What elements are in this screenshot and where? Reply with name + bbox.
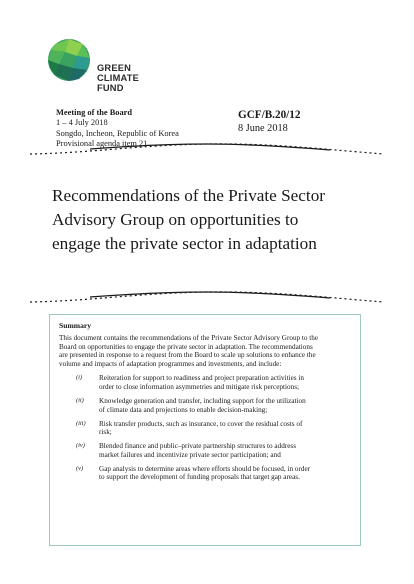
item-line: Reiteration for support to readiness and project preparation activities in [99,374,304,383]
item-text [99,397,352,414]
document-info [238,108,300,136]
agenda-item: Provisional agenda item 21 [56,138,148,148]
summary-intro [59,334,352,368]
summary-intro-line: are presented in response to a request from the Board to scale up solutions to enhance the [59,351,316,360]
meeting-dates: 1 – 4 July 2018 [56,118,108,128]
list-item [59,465,352,482]
item-line: order to close information asymmetries and mitigate risk perceptions; [99,382,299,391]
item-text [99,420,352,437]
green-climate-fund-logo [47,38,167,98]
globe-logo-icon [47,38,91,82]
item-line: Blended finance and public–private partnership structures to address [99,442,296,451]
item-line: Gap analysis to determine areas where efforts should be focused, in order [99,464,311,473]
list-item [59,420,352,437]
item-line: to support the development of funding proposals that target gap areas. [99,473,300,482]
wavy-divider-bottom [30,289,384,305]
title-line: Recommendations of the Private Sector [52,186,326,205]
document-date: 8 June 2018 [238,123,288,134]
item-number: (v) [76,464,84,472]
meeting-title: Meeting of the Board [56,108,133,117]
title-line: Advisory Group on opportunities to [52,210,299,229]
document-code: GCF/B.20/12 [238,109,301,121]
logo-line-green: GREEN [97,63,132,73]
item-number: (i) [76,374,83,382]
item-line: market failures and incentivize private sector participation; and [99,450,281,459]
title-line: engage the private sector in adaptation [52,234,317,253]
summary-box [49,314,361,546]
summary-intro-line: This document contains the recommendations of the Private Sector Advisory Group to the [59,334,319,342]
item-number: (iii) [76,419,86,427]
meeting-location: Songdo, Incheon, Republic of Korea [56,128,179,138]
list-item [59,442,352,459]
item-text [99,374,352,391]
item-line: Risk transfer products, such as insurance, to cover the residual costs of [99,419,303,428]
item-text [99,465,352,482]
document-title [52,184,382,256]
item-number: (iv) [76,442,85,450]
item-line: risk; [99,428,112,437]
wavy-divider-top [30,138,384,157]
summary-intro-line: volume and impacts of adaptation programmes and investments, and include: [59,359,282,368]
logo-line-climate: CLIMATE [97,73,140,84]
summary-heading: Summary [59,321,92,330]
list-item [59,397,352,414]
item-line: of climate data and projections to enable decision-making; [99,405,268,414]
item-line: Knowledge generation and transfer, including support for the utilization [99,396,306,405]
item-number: (ii) [76,396,84,404]
recommendation-list [59,374,352,482]
list-item [59,374,352,391]
logo-line-fund: FUND [97,83,124,94]
summary-intro-line: Board on opportunities to engage the private sector in adaptation. The recommendations [59,342,313,351]
logo-wordmark [97,63,139,94]
item-text [99,442,352,459]
